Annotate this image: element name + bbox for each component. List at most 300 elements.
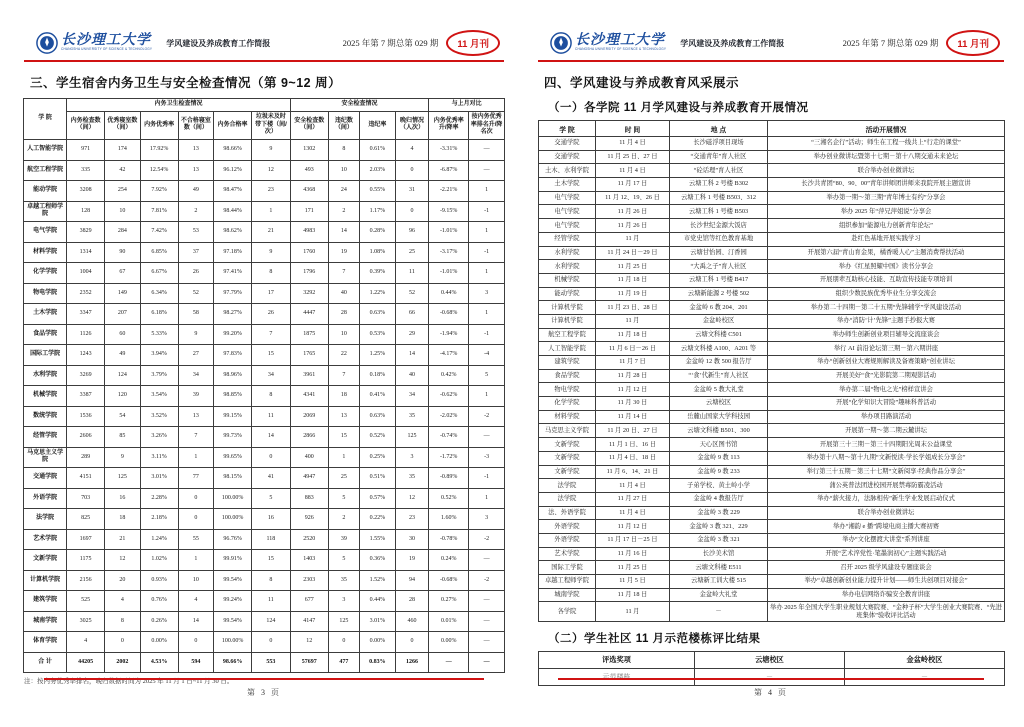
table-cell: 18 <box>328 386 359 407</box>
table-cell: 0.27% <box>429 591 469 612</box>
table-cell: 11 月 24 日－29 日 <box>596 246 670 260</box>
table-row <box>539 465 1005 479</box>
table-cell: 人工智能学院 <box>24 140 67 161</box>
table-cell: 艺术学院 <box>24 529 67 550</box>
column-header: 学 院 <box>539 121 596 137</box>
table-cell: 0.18% <box>360 365 396 386</box>
table-cell: 艺术学院 <box>539 547 596 561</box>
table-cell: 99.20% <box>214 324 252 345</box>
table-cell: 11 月 28 日 <box>596 369 670 383</box>
table-row <box>539 328 1005 342</box>
table-cell: 经管学院 <box>24 427 67 448</box>
table-cell: 3.54% <box>140 386 178 407</box>
table-cell: — <box>469 140 505 161</box>
table-cell: 金盆岭 6 教 204、201 <box>670 301 768 315</box>
table-cell: 2002 <box>105 652 141 673</box>
table-cell: 10 <box>328 160 359 181</box>
table-cell: 举办“湘韵 e 播”跨境电商主播大赛初赛 <box>768 520 1005 534</box>
table-row <box>24 386 505 407</box>
university-emblem-icon <box>550 32 572 54</box>
table-cell: 98.66% <box>214 140 252 161</box>
table-cell: 9 <box>251 242 290 263</box>
table-cell: 金盆岭 9 教 113 <box>670 451 768 465</box>
column-header: 垃圾未及时带下楼（间/次） <box>251 111 290 139</box>
table-cell: 284 <box>105 222 141 243</box>
table-cell: 971 <box>67 140 105 161</box>
table-cell: 11 月 25 日 <box>596 260 670 274</box>
table-cell: 44205 <box>67 652 105 673</box>
table-cell: 2.28% <box>140 488 178 509</box>
column-header: 内务优秀率升/降率 <box>429 111 469 139</box>
column-header: 地 点 <box>670 121 768 137</box>
table-cell: 联合举办创业微讲坛 <box>768 506 1005 520</box>
table-cell: 1.52% <box>360 570 396 591</box>
table-cell: 57697 <box>290 652 328 673</box>
table-row <box>24 652 505 673</box>
table-cell: 云塘工科 1 号楼 B417 <box>670 273 768 287</box>
table-cell: 开展“艺术淬党性·笔墨润初心”主题实践活动 <box>768 547 1005 561</box>
table-cell: 1 <box>251 201 290 222</box>
table-row <box>539 410 1005 424</box>
table-cell: 2156 <box>67 570 105 591</box>
table-cell: 11 月 17 日－25 日 <box>596 533 670 547</box>
table-cell: 机械学院 <box>539 273 596 287</box>
table-cell: 能动学院 <box>539 287 596 301</box>
table-cell: 材料学院 <box>24 242 67 263</box>
table-cell: 金盆岭 12 教 500 报告厅 <box>670 356 768 370</box>
table-row <box>539 150 1005 164</box>
table-cell: 2 <box>328 201 359 222</box>
table-cell: 128 <box>67 201 105 222</box>
table-cell: 11 月 <box>596 602 670 622</box>
table-cell: 98.62% <box>214 222 252 243</box>
table-cell: 11 月 17 日 <box>596 178 670 192</box>
table-cell: 11 月 20 日、27 日 <box>596 424 670 438</box>
table-cell: 3.11% <box>140 447 178 468</box>
table-cell: 2866 <box>290 427 328 448</box>
table-row <box>539 301 1005 315</box>
table-cell: 城南学院 <box>24 611 67 632</box>
table-cell: 26 <box>251 304 290 325</box>
table-cell: 41 <box>251 468 290 489</box>
table-cell: 计算机学院 <box>24 570 67 591</box>
table-cell: 1.17% <box>360 201 396 222</box>
table-cell: 100.00% <box>214 509 252 530</box>
table-cell: 0.22% <box>360 509 396 530</box>
table-cell: 马克思主义学院 <box>539 424 596 438</box>
table-cell: 3961 <box>290 365 328 386</box>
table-row <box>539 547 1005 561</box>
table-cell: 100.00% <box>214 488 252 509</box>
table-cell: 99.24% <box>214 591 252 612</box>
table-cell: 97.41% <box>214 263 252 284</box>
table-cell: 14 <box>328 222 359 243</box>
university-name: 长沙理工大学 <box>575 33 665 49</box>
table-cell: 2 <box>328 509 359 530</box>
table-row <box>24 222 505 243</box>
table-cell: 10 <box>105 201 141 222</box>
table-cell: 0 <box>328 632 359 653</box>
table-cell: 卓越工程师学院 <box>539 575 596 589</box>
table-cell: 13 <box>328 406 359 427</box>
table-row <box>539 178 1005 192</box>
column-header: 金盆岭校区 <box>845 652 1005 669</box>
table-cell: 云塘工科 2 号楼 B302 <box>670 178 768 192</box>
table-cell: 0.26% <box>140 611 178 632</box>
table-cell: 1.55% <box>360 529 396 550</box>
table-cell: 1 <box>469 386 505 407</box>
university-name-en: CHANGSHA UNIVERSITY OF SCIENCE & TECHNOLOGY <box>575 47 667 52</box>
table-cell: 4947 <box>290 468 328 489</box>
table-cell: 0 <box>251 632 290 653</box>
page-3 <box>16 12 512 714</box>
table-cell: 举办项目路演活动 <box>768 410 1005 424</box>
table-cell: 11 月 26 日 <box>596 205 670 219</box>
table-cell: 12 <box>395 488 429 509</box>
table-row <box>539 397 1005 411</box>
table-row <box>539 137 1005 151</box>
table-cell: 土木学院 <box>539 178 596 192</box>
table-cell: -4.17% <box>429 345 469 366</box>
table-row <box>539 232 1005 246</box>
table-cell: 27 <box>178 345 214 366</box>
table-cell: 机械学院 <box>24 386 67 407</box>
table-cell: 3347 <box>67 304 105 325</box>
table-cell: 法学院 <box>539 492 596 506</box>
table-cell: 数统学院 <box>24 406 67 427</box>
table-cell: 97.18% <box>214 242 252 263</box>
table-cell: 0.28% <box>360 222 396 243</box>
table-cell: “交通青年”育人社区 <box>670 150 768 164</box>
table-row <box>539 424 1005 438</box>
page-number: 第 4 页 <box>754 688 788 697</box>
table-cell: 1697 <box>67 529 105 550</box>
table-cell: 2352 <box>67 283 105 304</box>
table-cell: 11 月 1 日、16 日 <box>596 438 670 452</box>
table-cell: 云塘文科楼 A100、A201 等 <box>670 342 768 356</box>
table-cell: 6.34% <box>140 283 178 304</box>
table-cell: 19 <box>395 550 429 571</box>
table-cell: 交通学院 <box>539 150 596 164</box>
table-cell: 3387 <box>67 386 105 407</box>
table-cell: “砼话理”育人社区 <box>670 164 768 178</box>
table-cell: 477 <box>328 652 359 673</box>
table-cell: 11 月 18 日 <box>596 588 670 602</box>
table-cell: 118 <box>251 529 290 550</box>
table-cell: 联合举办创业微讲坛 <box>768 164 1005 178</box>
table-cell: 16 <box>251 509 290 530</box>
table-cell: -0.89% <box>429 468 469 489</box>
table-cell: 水利学院 <box>539 246 596 260</box>
table-cell: 云塘校区 <box>670 397 768 411</box>
table-row <box>539 533 1005 547</box>
table-cell: 云塘工科 1 号楼 B503 <box>670 205 768 219</box>
table-cell: -3 <box>469 447 505 468</box>
table-row <box>539 492 1005 506</box>
table-row <box>24 591 505 612</box>
column-header: 违纪率 <box>360 111 396 139</box>
table-row <box>24 160 505 181</box>
table-cell: 21 <box>251 222 290 243</box>
table-row <box>539 260 1005 274</box>
table-cell: 825 <box>67 509 105 530</box>
table-row <box>24 181 505 202</box>
table-cell: 0.52% <box>429 488 469 509</box>
table-cell: 13 <box>178 406 214 427</box>
table-cell: -3.17% <box>429 242 469 263</box>
table-cell: 举办“消防‘计’先锋”主题手抄报大赛 <box>768 314 1005 328</box>
table-row <box>539 602 1005 622</box>
table-cell: 各学院 <box>539 602 596 622</box>
table-cell: 物电学院 <box>539 383 596 397</box>
table-cell: 5 <box>328 488 359 509</box>
column-header: 学 院 <box>24 99 67 140</box>
table-cell: 11 月 4 日 <box>596 479 670 493</box>
table-cell: 49 <box>105 345 141 366</box>
column-header: 时 间 <box>596 121 670 137</box>
table-cell: 3 <box>469 509 505 530</box>
table-cell: 3 <box>395 447 429 468</box>
table-cell: 13 <box>178 160 214 181</box>
column-header: 按内务优秀率排名升/降名次 <box>469 111 505 139</box>
table-cell: 蒲公英普法团进校园开展禁毒防霸凌活动 <box>768 479 1005 493</box>
table-cell: 14 <box>178 611 214 632</box>
table-cell: 计算机学院 <box>539 314 596 328</box>
table-cell: 长沙世纪金源大饭店 <box>670 219 768 233</box>
table-cell: 703 <box>67 488 105 509</box>
table-cell: 11 月 5 日 <box>596 575 670 589</box>
table-cell: 677 <box>290 591 328 612</box>
table-cell: 39 <box>328 529 359 550</box>
table-cell: 39 <box>178 386 214 407</box>
table-cell: 举行 AI 前沿论坛第三期－第六期讲座 <box>768 342 1005 356</box>
table-cell: 11 <box>395 263 429 284</box>
table-cell: 99.15% <box>214 406 252 427</box>
table-cell: 组织参加“能源电力创新青年论坛” <box>768 219 1005 233</box>
column-header: 晚归情况（人次） <box>395 111 429 139</box>
table-cell: 31 <box>395 181 429 202</box>
table-cell: 10 <box>328 324 359 345</box>
table-cell: 城南学院 <box>539 588 596 602</box>
table-row <box>539 164 1005 178</box>
table-cell: 0 <box>395 160 429 181</box>
table-cell: 54 <box>105 406 141 427</box>
table-cell: 0.55% <box>360 181 396 202</box>
table-cell: 98.15% <box>214 468 252 489</box>
table-cell: 举办“创新创业大赛规则解读及备赛策略”创业讲坛 <box>768 356 1005 370</box>
table-cell: 174 <box>105 140 141 161</box>
table-cell: 11 月 26 日 <box>596 219 670 233</box>
table-cell: 11 月 4 日、18 日 <box>596 451 670 465</box>
table-cell: 金盆岭校区 <box>670 314 768 328</box>
column-header: 内务检查数（间） <box>67 111 105 139</box>
table-cell: 4 <box>67 632 105 653</box>
table-cell: 土木、水利学院 <box>539 164 596 178</box>
table-cell: 11 月 7 日 <box>596 356 670 370</box>
issue-number: 2025 年第 7 期总第 029 期 <box>842 38 939 48</box>
footer-divider <box>558 678 984 680</box>
table-cell: 0.00% <box>429 632 469 653</box>
table-cell: 举办“薪火接力，法脉相传”新生学业发展启动仪式 <box>768 492 1005 506</box>
table-row <box>24 324 505 345</box>
table-header-row <box>539 121 1005 137</box>
page-header <box>550 30 1002 56</box>
table-cell: 物电学院 <box>24 283 67 304</box>
table-cell: 99.54% <box>214 570 252 591</box>
table-row <box>24 345 505 366</box>
table-cell: － <box>695 669 845 686</box>
table-cell: 0.44% <box>429 283 469 304</box>
table-cell: 举行第三十五期－第三十七期“文新阅享·经典作品分享会” <box>768 465 1005 479</box>
table-cell: 国际工学院 <box>539 561 596 575</box>
table-cell: -1 <box>469 242 505 263</box>
table-cell: 水利学院 <box>539 260 596 274</box>
table-cell: — <box>469 160 505 181</box>
table-cell: 3.79% <box>140 365 178 386</box>
table-cell: 0.01% <box>429 611 469 632</box>
table-cell: 1 <box>469 181 505 202</box>
table-cell: 124 <box>105 365 141 386</box>
table-cell: 15 <box>328 427 359 448</box>
table-cell: 98.96% <box>214 365 252 386</box>
table-cell: 云塘工科 1 号楼 B503、312 <box>670 191 768 205</box>
table-cell: 11 月 <box>596 314 670 328</box>
table-footnote: 注：按内务优秀率排名，晚归数据时间为 2025 年 11 月 1 日~11 月 30 日。 <box>24 678 234 686</box>
table-cell: 0.36% <box>360 550 396 571</box>
table-cell: 15 <box>251 550 290 571</box>
table-row <box>24 242 505 263</box>
table-cell: 2069 <box>290 406 328 427</box>
table-cell: 98.66% <box>214 652 252 673</box>
table-cell: — <box>469 611 505 632</box>
activities-table <box>538 120 1005 622</box>
table-cell: 96.76% <box>214 529 252 550</box>
table-cell: 电气学院 <box>24 222 67 243</box>
table-cell: 553 <box>251 652 290 673</box>
table-cell: 67 <box>105 263 141 284</box>
table-cell: 18 <box>105 509 141 530</box>
table-cell: -1 <box>469 468 505 489</box>
table-cell: 335 <box>67 160 105 181</box>
header-divider <box>538 60 1004 62</box>
issue-number: 2025 年第 7 期总第 029 期 <box>342 38 439 48</box>
table-cell: 云塘甘怡园、汀香园 <box>670 246 768 260</box>
table-cell: 4983 <box>290 222 328 243</box>
table-cell: 11 月 16 日 <box>596 547 670 561</box>
table-cell: 525 <box>67 591 105 612</box>
table-cell: 4.53% <box>140 652 178 673</box>
table-cell: 举办 2025 年“萍兄萍姐说”分享会 <box>768 205 1005 219</box>
table-cell: 11 月 25 日、27 日 <box>596 150 670 164</box>
table-cell: 0.83% <box>360 652 396 673</box>
table-cell: -1 <box>469 201 505 222</box>
table-cell: 5 <box>469 365 505 386</box>
university-logo <box>36 32 162 54</box>
footer-divider <box>44 678 484 680</box>
table-cell: 3208 <box>67 181 105 202</box>
table-cell: 11 月 18 日 <box>596 273 670 287</box>
table-row <box>539 191 1005 205</box>
table-cell: 0.41% <box>360 386 396 407</box>
table-cell: 3.01% <box>140 468 178 489</box>
table-cell: 1266 <box>395 652 429 673</box>
table-cell: 金盆岭 5 教大礼堂 <box>670 383 768 397</box>
table-cell: 文新学院 <box>24 550 67 571</box>
table-cell: 11 月 23 日、28 日 <box>596 301 670 315</box>
table-cell: 金盆岭 4 教报告厅 <box>670 492 768 506</box>
table-cell: 21 <box>105 529 141 550</box>
table-row <box>539 287 1005 301</box>
table-cell: 60 <box>105 324 141 345</box>
section-4-title: 四、学风建设与养成教育风采展示 <box>544 76 740 90</box>
table-cell: -1.94% <box>429 324 469 345</box>
table-cell: 电气学院 <box>539 205 596 219</box>
table-cell: － <box>845 669 1005 686</box>
table-row <box>24 468 505 489</box>
table-row <box>24 263 505 284</box>
table-cell: 34 <box>395 386 429 407</box>
table-cell: 12 <box>251 160 290 181</box>
table-cell: 1126 <box>67 324 105 345</box>
table-cell: — <box>429 652 469 673</box>
table-cell: 98.44% <box>214 201 252 222</box>
table-cell: 11 <box>251 406 290 427</box>
table-cell: 125 <box>395 427 429 448</box>
table-cell: 11 月 14 日 <box>596 410 670 424</box>
table-row <box>539 219 1005 233</box>
table-cell: 20 <box>105 570 141 591</box>
table-cell: 5 <box>328 550 359 571</box>
column-header: 不合格寝室数（间） <box>178 111 214 139</box>
table-cell: 30 <box>395 529 429 550</box>
table-cell: 11 月 19 日 <box>596 287 670 301</box>
table-cell: 12 <box>105 550 141 571</box>
table-cell: — <box>469 632 505 653</box>
table-cell: 合 计 <box>24 652 67 673</box>
table-row <box>539 273 1005 287</box>
table-cell: 举办“文化摆渡大讲堂”系列讲座 <box>768 533 1005 547</box>
university-logo <box>550 32 676 54</box>
table-row <box>539 342 1005 356</box>
table-cell: -0.78% <box>429 529 469 550</box>
table-row <box>539 246 1005 260</box>
table-cell: 水利学院 <box>24 365 67 386</box>
table-cell: 0.25% <box>360 447 396 468</box>
table-cell: 2606 <box>67 427 105 448</box>
table-row <box>24 611 505 632</box>
table-cell: 34 <box>178 365 214 386</box>
column-header: 内务优秀率 <box>140 111 178 139</box>
table-cell: 建筑学院 <box>24 591 67 612</box>
table-cell: 25 <box>395 242 429 263</box>
table-cell: 0 <box>178 488 214 509</box>
table-cell: 4 <box>105 591 141 612</box>
month-badge: 11 月刊 <box>446 30 500 56</box>
university-emblem-icon <box>36 32 58 54</box>
table-cell: 8 <box>251 570 290 591</box>
table-cell: 4447 <box>290 304 328 325</box>
table-cell: “大禹之子”育人社区 <box>670 260 768 274</box>
table-cell: 土木学院 <box>24 304 67 325</box>
table-cell: 28 <box>328 304 359 325</box>
table-cell: 11 月 <box>596 232 670 246</box>
column-header: 内务合格率 <box>214 111 252 139</box>
table-cell: 开展第一期～第二期云麓讲坛 <box>768 424 1005 438</box>
table-cell: -1.72% <box>429 447 469 468</box>
table-cell: 交通学院 <box>539 137 596 151</box>
table-cell: 12.54% <box>140 160 178 181</box>
table-cell: 25 <box>328 468 359 489</box>
